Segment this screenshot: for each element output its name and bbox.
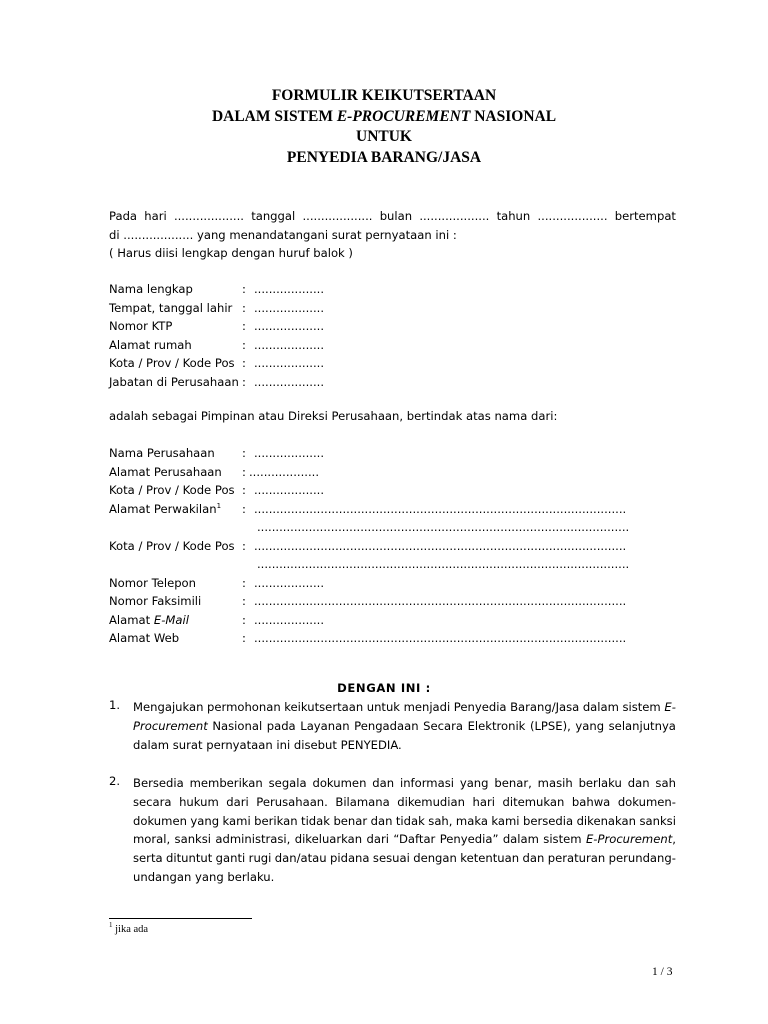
representation-statement: adalah sebagai Pimpinan atau Direksi Perusahaan, bertindak atas nama dari: [109, 409, 558, 423]
intro-paragraph [109, 207, 676, 263]
field-alamat-perusahaan: Alamat Perusahaan : ................... [109, 464, 320, 479]
field-alamat-perwakilan-cont: ..................................................................................................... [257, 520, 630, 534]
field-kota-perusahaan: Kota / Prov / Kode Pos : ................... [109, 483, 325, 497]
company-fields [109, 444, 689, 648]
field-alamat-email: Alamat E-Mail : ................... [109, 612, 325, 627]
field-nomor-faksimili: Nomor Faksimili : ..................................................................................................... [109, 594, 627, 608]
section-heading: DENGAN INI : [337, 681, 431, 695]
intro-line-1: Pada hari ................... tanggal ................... bulan ................... tahun ................... bertempat [109, 209, 676, 223]
title-line-3: UNTUK [356, 128, 412, 145]
field-alamat-web: Alamat Web : ..................................................................................................... [109, 631, 627, 645]
title-line-2: DALAM SISTEM E-PROCUREMENT NASIONAL [211, 107, 557, 125]
footnote-separator [109, 918, 252, 919]
document-title [0, 86, 768, 168]
field-nomor-telepon: Nomor Telepon : ................... [109, 575, 325, 590]
field-nama-perusahaan: Nama Perusahaan : ................... [109, 446, 325, 460]
field-alamat-perwakilan: Alamat Perwakilan$^1$ : ..................................................................................................... [109, 501, 627, 516]
page-number: 1 / 3 [652, 966, 673, 978]
footnote: $^1$ jika ada [109, 921, 149, 935]
field-kota-perwakilan-cont: ..................................................................................................... [257, 557, 630, 571]
field-nomor-ktp: Nomor KTP : ................... [109, 319, 325, 333]
field-kota-perwakilan: Kota / Prov / Kode Pos : ..................................................................................................... [109, 538, 627, 553]
intro-instruction: ( Harus diisi lengkap dengan huruf balok ) [109, 246, 353, 261]
title-line-1: FORMULIR KEIKUTSERTAAN [271, 87, 497, 104]
title-line-4: PENYEDIA BARANG/JASA [286, 148, 482, 166]
field-jabatan: Jabatan di Perusahaan : ................... [109, 374, 325, 389]
intro-line-2: di ................... yang menandatangani surat pernyataan ini : [109, 227, 457, 242]
document-page: FORMULIR KEIKUTSERTAAN DALAM SISTEM E-PROCUREMENT NASIONAL UNTUK PENYEDIA BARANG/JASA Pada hari ................... tanggal ................... bulan ................... tahun ................... bertempat di ................... yang menandatangani surat pernyataan ini : ( Harus diisi lengkap dengan huruf balok ) Nama lengkap : ................... Tempat, tanggal lahir : ................... Nomor KTP : ................... Alamat rumah : ................... Kota / Prov / Kode Pos : ................... Jabatan di Perusahaan : ................... adalah sebagai Pimpinan atau Direksi Perusahaan, bertindak atas nama dari: Nama Perusahaan : ................... Alamat Perusahaan : ................... Kota / Prov / Kode Pos : ................... Alamat Perwakilan$^1$ : ..................................................................................................... ..................................................................................................... Kota / Prov / Kode Pos : ..................................................................................................... ..................................................................................................... Nomor Telepon : ................... Nomor Faksimili : ..................................................................................................... Alamat E-Mail : ................... Alamat Web : ..................................................................................................... DENGAN INI : 1. Mengajukan permohonan keikutsertaan untuk menjadi Penyedia Barang/Jasa dalam sistem E- Procurement Nasional pada Layanan Pengadaan Secara Elektronik (LPSE), yang selanjutnya dalam surat pernyataan ini disebut PENYEDIA. 2. Bersedia memberikan segala dokumen dan informasi yang benar, masih berlaku dan sah secara hukum dari Perusahaan. Bilamana dikemudian hari ditemukan bahwa dokumen- dokumen yang kami berikan tidak benar dan tidak sah, maka kami bersedia dikenakan sanksi moral, sanksi administrasi, dikeluarkan dari “Daftar Penyedia” dalam sistem E-Procurement, serta dituntut ganti rugi dan/atau pidana sesuai dengan ketentuan dan peraturan perundang- undangan yang berlaku. $^1$ jika ada 1 / 3 [0, 0, 768, 1024]
field-tempat-tanggal-lahir: Tempat, tanggal lahir : ................... [109, 300, 325, 315]
field-nama-lengkap: Nama lengkap : ................... [109, 282, 325, 296]
personal-fields [109, 280, 689, 391]
field-alamat-rumah: Alamat rumah : ................... [109, 337, 325, 352]
footnote-ref: 1 [216, 501, 222, 510]
field-kota-prov-kodepos: Kota / Prov / Kode Pos : ................... [109, 356, 325, 370]
